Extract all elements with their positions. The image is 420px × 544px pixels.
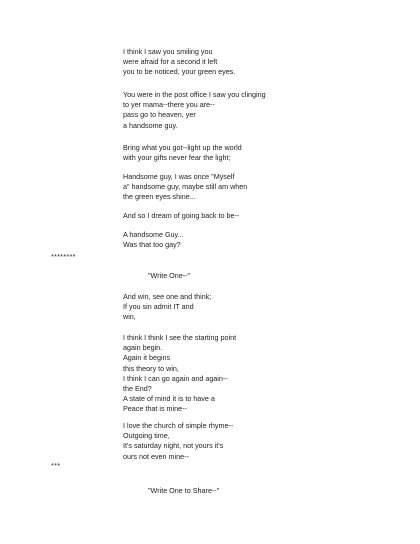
poem3-title: "Write One to Share--"	[148, 486, 220, 495]
poem1-stanza-4: Handsome guy, I was once "Myself a" handsome guy, maybe still am when the green eyes shine...	[123, 172, 248, 202]
poem2-stanza-2: I think I think I see the starting point again begin. Again it begins this theory to win, I think I can go again and again-- the End? A state of mind it is to have a Peace that is mine--	[123, 333, 237, 414]
poem1-stanza-3: Bring what you got--light up the world with your gifts never fear the light;	[123, 143, 242, 163]
poem2-title: "Write One--"	[148, 271, 191, 280]
section-separator: ********	[51, 252, 76, 261]
poem1-stanza-1: I think I saw you smiling you were afraid for a second it left you to be noticed, your green eyes.	[123, 47, 236, 77]
poem2-stanza-1: And win, see one and think; If you sin admit IT and win,	[123, 292, 212, 322]
poem1-stanza-6: A handsome Guy... Was that too gay?	[123, 230, 184, 250]
poem1-stanza-2: You were in the post office I saw you clinging to yer mama--there you are-- pass go to heaven, yer a handsome guy.	[123, 90, 266, 130]
poem2-stanza-3: I love the church of simple rhyme-- Outgoing time, It's saturday night, not yours it's ours not even mine--	[123, 421, 234, 461]
poem1-stanza-5: And so I dream of going back to be--	[123, 211, 240, 220]
section-separator: ***	[51, 461, 61, 470]
